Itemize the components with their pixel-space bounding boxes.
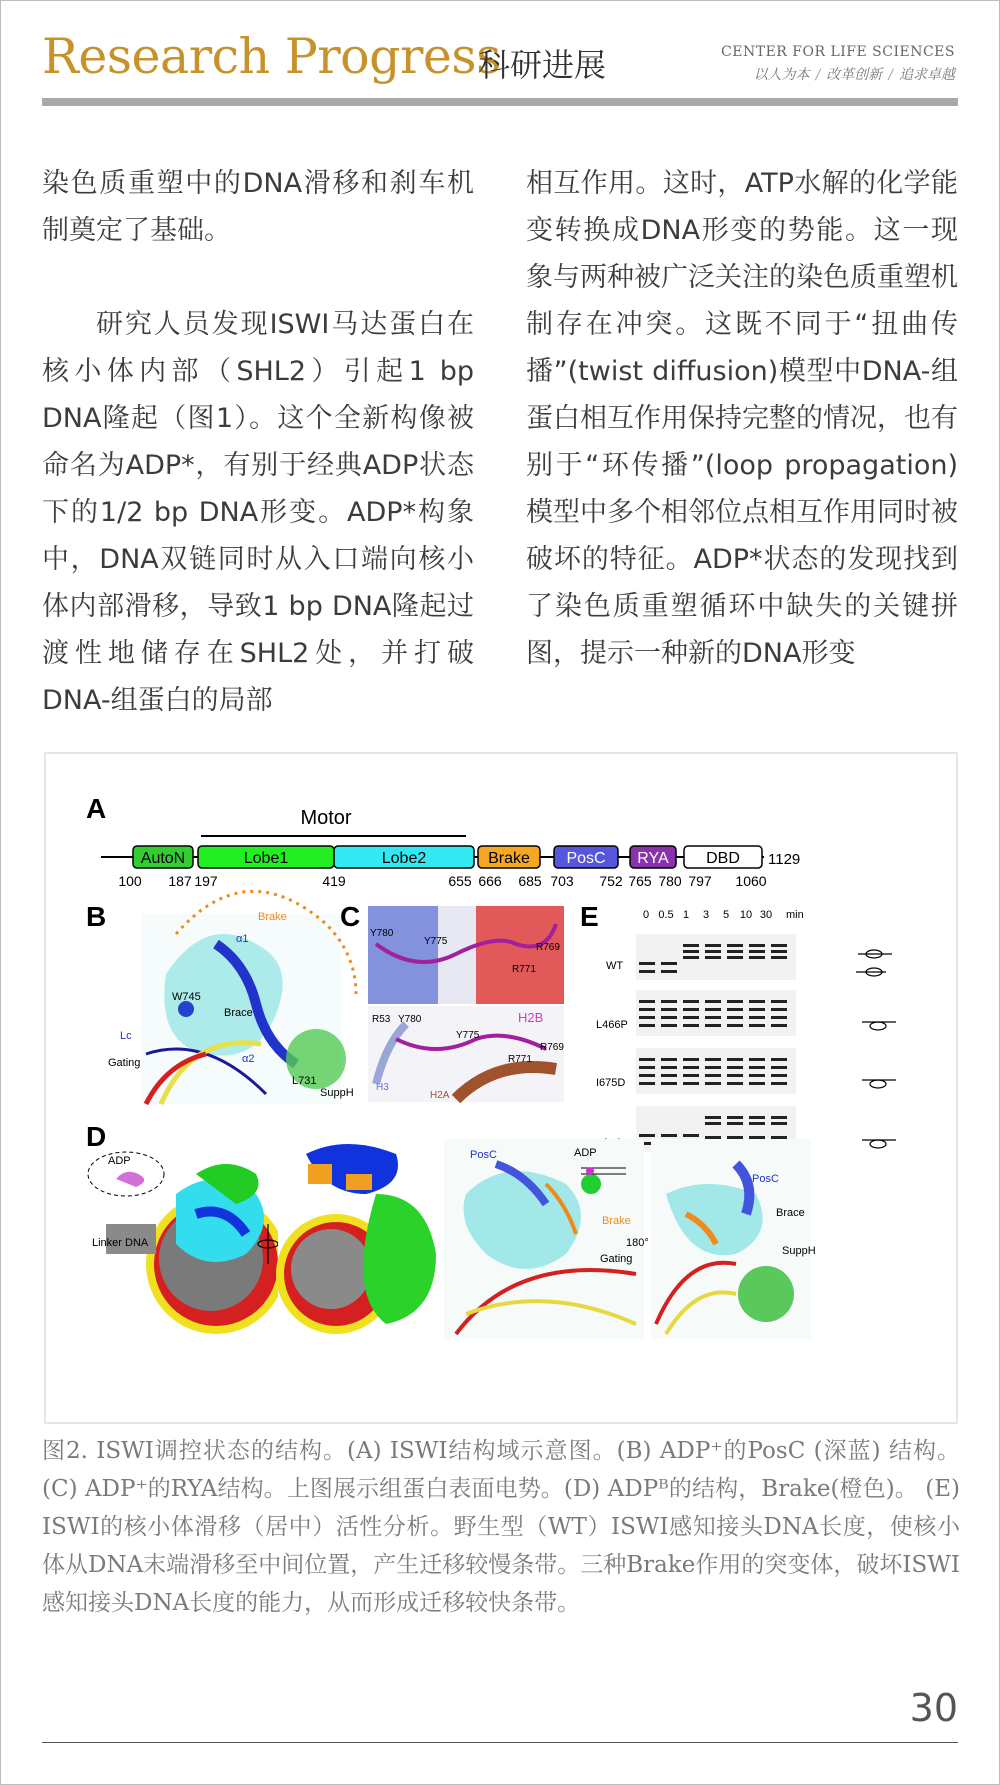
d-label: SuppH	[782, 1245, 816, 1257]
gel-band	[661, 1082, 677, 1085]
tick-label: 655	[448, 873, 472, 889]
figure-graphic	[46, 754, 956, 1422]
gel-band	[661, 1134, 677, 1137]
gel-band	[749, 1000, 765, 1003]
gel-band	[639, 1134, 655, 1137]
gel-band	[749, 956, 765, 959]
gel-band	[639, 1066, 655, 1069]
gel-band	[639, 962, 655, 965]
gel-band	[661, 1074, 677, 1077]
gel-band	[705, 944, 721, 947]
d-label: Gating	[600, 1253, 633, 1265]
gel-band	[683, 1024, 699, 1027]
gel-band	[771, 1136, 787, 1139]
tick-label: 187	[168, 873, 192, 889]
gel-band	[727, 1000, 743, 1003]
section-title-cn: 科研进展	[478, 46, 607, 84]
gel-band	[749, 1082, 765, 1085]
tick-label: 100	[118, 873, 142, 889]
gel-band	[749, 1122, 765, 1125]
c-label: R769	[540, 1042, 564, 1053]
domain-label: PosC	[566, 850, 606, 867]
d-label: 180°	[626, 1237, 649, 1249]
e-time: 3	[702, 909, 710, 921]
b-label: Gating	[108, 1057, 141, 1069]
gel-band	[727, 1082, 743, 1085]
gel-panels	[636, 934, 796, 1152]
gel-band	[683, 1134, 699, 1137]
e-time: 10	[739, 909, 753, 921]
header-divider	[42, 98, 958, 106]
gel-band	[705, 1116, 721, 1119]
domain-label: DBD	[706, 850, 740, 867]
e-time: 30	[759, 909, 773, 921]
gel-panel	[636, 1048, 796, 1094]
paragraph: 染色质重塑中的DNA滑移和刹车机制奠定了基础。	[42, 168, 474, 246]
panel-label-a: A	[86, 793, 107, 824]
domain-boxes	[133, 846, 762, 868]
gel-band	[705, 1122, 721, 1125]
gel-band	[727, 1122, 743, 1125]
gel-band	[727, 944, 743, 947]
gel-band	[683, 1066, 699, 1069]
tick-label: 419	[322, 873, 346, 889]
gel-band	[771, 1000, 787, 1003]
gel-band	[705, 956, 721, 959]
gel-band	[639, 1008, 655, 1011]
gel-band	[683, 1082, 699, 1085]
gel-band	[727, 1024, 743, 1027]
gel-band	[705, 1066, 721, 1069]
b-label: L731	[292, 1075, 317, 1087]
org-name: CENTER FOR LIFE SCIENCES	[721, 44, 955, 60]
d-label: ADP	[108, 1155, 131, 1167]
motor-label: Motor	[300, 807, 352, 829]
domain-label: RYA	[637, 850, 669, 867]
gel-band	[661, 1066, 677, 1069]
gel-band	[727, 1008, 743, 1011]
gel-band	[749, 944, 765, 947]
gel-panel	[636, 990, 796, 1036]
figure-caption	[42, 1432, 960, 1622]
gel-band	[749, 950, 765, 953]
panel-c-top-surface	[368, 906, 564, 1004]
gel-band	[661, 962, 677, 965]
d-label: ADP	[574, 1147, 597, 1159]
gel-band	[771, 1116, 787, 1119]
gel-band	[661, 1058, 677, 1061]
c-label: R771	[508, 1054, 532, 1065]
gel-band	[727, 956, 743, 959]
gel-band	[749, 1058, 765, 1061]
nucleosome-glyphs	[856, 950, 896, 1148]
c-label: Y780	[370, 928, 394, 939]
domain-label: Lobe2	[381, 850, 427, 867]
gel-band	[639, 1058, 655, 1061]
length-label: 1129	[768, 851, 801, 868]
d-label: Linker DNA	[92, 1237, 149, 1249]
c-label: Y775	[424, 936, 448, 947]
tick-label: 1060	[735, 873, 767, 889]
e-row-label: L466P	[596, 1019, 628, 1031]
gel-band	[705, 1000, 721, 1003]
gel-band	[727, 1016, 743, 1019]
domain-label: AutoN	[140, 850, 186, 867]
gel-band	[771, 1122, 787, 1125]
panel-label-e: E	[580, 901, 599, 932]
gel-band	[727, 950, 743, 953]
figure-2	[44, 752, 958, 1424]
panel-label-b: B	[86, 901, 107, 932]
d-label: PosC	[752, 1173, 779, 1185]
gel-band	[771, 1082, 787, 1085]
gel-band	[705, 1024, 721, 1027]
gel-band	[683, 1074, 699, 1077]
gel-band	[771, 956, 787, 959]
gel-band	[705, 1058, 721, 1061]
tick-label: 797	[688, 873, 712, 889]
gel-band	[771, 1016, 787, 1019]
c-label: H3	[376, 1082, 389, 1093]
d-label: Brace	[776, 1207, 805, 1219]
panel-label-d: D	[86, 1121, 107, 1152]
c-label: R769	[536, 942, 560, 953]
gel-band	[749, 1074, 765, 1077]
b-label: SuppH	[320, 1087, 354, 1099]
e-time: 0	[642, 909, 650, 921]
gel-band	[683, 1008, 699, 1011]
gel-band	[749, 1016, 765, 1019]
panel-label-c: C	[340, 901, 361, 932]
gel-band	[749, 1066, 765, 1069]
gel-band	[661, 970, 677, 973]
e-row-label: WT	[606, 960, 624, 972]
c-label: R771	[512, 964, 536, 975]
gel-band	[771, 1024, 787, 1027]
gel-band	[771, 1008, 787, 1011]
body-column-right	[526, 160, 958, 677]
d-label: Brake	[602, 1215, 631, 1227]
domain-label: Lobe1	[243, 850, 289, 867]
e-time: 5	[722, 909, 730, 921]
gel-band	[639, 1000, 655, 1003]
gel-band	[683, 944, 699, 947]
gel-band	[639, 1074, 655, 1077]
motto	[754, 64, 955, 84]
gel-band	[705, 1016, 721, 1019]
section-title-en: Research Progress	[42, 28, 501, 85]
footer-divider	[42, 1742, 958, 1743]
motto-2: 改革创新	[826, 67, 883, 83]
gel-band	[727, 1136, 743, 1139]
motto-sep: /	[888, 67, 893, 83]
b-label: W745	[172, 991, 201, 1003]
gel-band	[705, 1082, 721, 1085]
gel-band	[661, 1016, 677, 1019]
b-label: α2	[242, 1053, 255, 1065]
b-label: Brace	[224, 1007, 253, 1019]
gel-band	[683, 950, 699, 953]
gel-band	[639, 1082, 655, 1085]
c-label: Y775	[456, 1030, 480, 1041]
gel-band	[683, 1058, 699, 1061]
gel-band	[727, 1066, 743, 1069]
gel-band	[705, 1136, 721, 1139]
panel-d-map-2	[276, 1139, 438, 1334]
motto-1: 以人为本	[753, 67, 810, 83]
b-label: α1	[236, 933, 249, 945]
domain-label: Brake	[488, 850, 530, 867]
c-label: Y780	[398, 1014, 422, 1025]
gel-band	[771, 1074, 787, 1077]
c-label: H2A	[430, 1090, 450, 1101]
tick-label: 780	[658, 873, 682, 889]
e-time: 0.5	[658, 909, 674, 921]
b-label: Lc	[120, 1030, 132, 1042]
e-time-unit: min	[786, 909, 804, 921]
gel-band	[661, 1008, 677, 1011]
gel-band	[749, 1008, 765, 1011]
tick-label: 752	[599, 873, 623, 889]
gel-band	[683, 1000, 699, 1003]
gel-band	[771, 950, 787, 953]
motto-3: 追求卓越	[899, 67, 955, 83]
gel-band	[749, 1024, 765, 1027]
caption-text: 图2. ISWI调控状态的结构。(A) ISWI结构域示意图。(B) ADP⁺的PosC (深蓝) 结构。 (C) ADP⁺的RYA结构。上图展示组蛋白表面电势。(D) ADPᴮ的结构，Brake(橙色)。 (E) ISWI的核小体滑移（居中）活性分析。野生型（WT）ISWI感知接头DNA长度，使核小体从DNA末端滑移至中间位置，产生迁移较慢条带。三种Brake作用的突变体，破坏ISWI感知接头DNA长度的能力，从而形成迁移较快条带。	[42, 1438, 960, 1616]
body-column-left	[42, 160, 474, 724]
gel-band	[639, 1016, 655, 1019]
gel-band	[639, 970, 655, 973]
gel-band	[705, 1008, 721, 1011]
tick-label: 765	[628, 873, 652, 889]
gel-band	[749, 1116, 765, 1119]
tick-label: 703	[550, 873, 574, 889]
gel-band	[749, 1136, 765, 1139]
tick-label: 197	[194, 873, 218, 889]
paragraph: 研究人员发现ISWI马达蛋白在核小体内部（SHL2）引起1 bp DNA隆起（图1）。这个全新构像被命名为ADP*，有别于经典ADP状态下的1/2 bp DNA形变。ADP*构象中，DNA双链同时从入口端向核小体内部滑移，导致1 bp DNA隆起过渡性地储存在SHL2处，并打破DNA-组蛋白的局部	[42, 309, 474, 716]
gel-band	[639, 1024, 655, 1027]
panel-d-cartoon-2	[651, 1139, 811, 1339]
e-time: 1	[682, 909, 690, 921]
motto-sep: /	[815, 67, 821, 83]
gel-band	[727, 1058, 743, 1061]
gel-band	[661, 1024, 677, 1027]
gel-band	[771, 1066, 787, 1069]
gel-band	[705, 950, 721, 953]
paragraph: 相互作用。这时，ATP水解的化学能变转换成DNA形变的势能。这一现象与两种被广泛关注的染色质重塑机制存在冲突。这既不同于“扭曲传播”(twist diffusion)模型中DNA-组蛋白相互作用保持完整的情况，也有别于“环传播”(loop propagation)模型中多个相邻位点相互作用同时被破坏的特征。ADP*状态的发现找到了染色质重塑循环中缺失的关键拼图，提示一种新的DNA形变	[526, 168, 958, 669]
c-label: H2B	[518, 1010, 544, 1025]
gel-band	[683, 956, 699, 959]
panel-d-cartoon-1	[444, 1139, 644, 1339]
gel-band	[683, 1016, 699, 1019]
gel-band	[771, 944, 787, 947]
gel-band	[661, 1000, 677, 1003]
tick-label: 685	[518, 873, 542, 889]
e-row-label: I675D	[596, 1077, 626, 1089]
c-label: R53	[372, 1014, 391, 1025]
page-number: 30	[909, 1686, 958, 1730]
gel-band	[727, 1074, 743, 1077]
d-label: PosC	[470, 1149, 497, 1161]
tick-label: 666	[478, 873, 502, 889]
b-label: Brake	[258, 911, 287, 923]
gel-band	[727, 1116, 743, 1119]
gel-band	[705, 1074, 721, 1077]
gel-band	[771, 1058, 787, 1061]
